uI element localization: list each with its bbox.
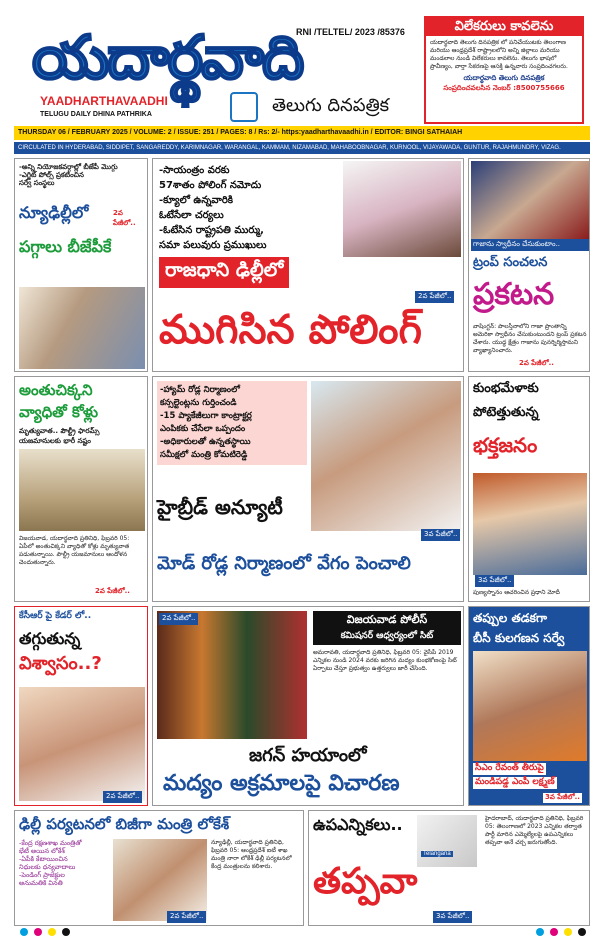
story-bullets	[19, 163, 118, 187]
bullet: ఓటేసేలా చర్యలు	[159, 210, 224, 221]
wanted-ad-body: యదార్థవాది తెలుగు దినపత్రిక లో పనిచేయుటకు తెలంగాణ మరియు ఆంధ్రప్రదేశ్ రాష్ట్రాలలోని అన్ని జిల్లాలు మరియు మండలాల నుండి విలేకరులు కావలెను. తెలుగు భాషలో ప్రావీణ్యం, వార్తా సేకరణపై ఆసక్తి ఉన్నవారు సంప్రదించగలరు.	[430, 39, 568, 70]
lokesh-rajnath-photo	[113, 839, 207, 921]
lokesh-bullets	[19, 839, 111, 887]
page-ref[interactable]: 2వ పేజీలో..	[167, 911, 206, 923]
bullet: -సాయంత్రం వరకు	[159, 165, 230, 176]
masthead-emblem-icon	[230, 92, 258, 122]
bc-head2: బీసీ కులగణన సర్వే	[473, 631, 565, 645]
bullet: -ఓటేసిన రాష్ట్రపతి ముర్ము,	[159, 225, 264, 236]
wanted-ad-phone: సంప్రదించవలసిన నెంబర్ :8500755666	[443, 84, 565, 92]
liquor-head2: మద్యం అక్రమాలపై విచారణ	[163, 771, 400, 796]
leaders-photo	[19, 287, 145, 369]
circulation-bar: CIRCULATED IN HYDERABAD, SIDDIPET, SANGAREDDY, KARIMNAGAR, WARANGAL, KAMMAM, NIZAMABAD, MAHABOOBNAGAR, KURNOOL, VIJAYAWADA, GUNTUR, RAJAHMUNDRY, VIZAG.	[14, 142, 590, 154]
story-kcr	[14, 606, 148, 806]
story-trump	[468, 158, 590, 372]
dateline-bar: THURSDAY 06 / FEBRUARY 2025 / VOLUME: 2 / ISSUE: 251 / PAGES: 8 / Rs: 2/- https:yaadharthavaadhi.in / EDITOR: BINGI SATHAIAH	[14, 126, 590, 140]
bullet: -హ్యామ్ రోడ్ల నిర్మాణంలో	[160, 385, 240, 395]
trump-headline1: ట్రంప్ సంచలన	[473, 255, 548, 270]
story-bc-survey	[468, 606, 590, 806]
lokesh-body: న్యూఢిల్లీ, యదార్థవాది ప్రతినిధి, ఫిబ్రవరి 05: ఆంధ్రప్రదేశ్ ఐటీ శాఖ మంత్రి నారా లోకేశ్ ఢిల్లీ పర్యటనలో కేంద్ర మంత్రులను కలిశారు.	[211, 839, 292, 870]
bullet: -ఏపీకి కేటాయించిన	[19, 855, 68, 863]
trump-caption: గాజాను స్వాధీనం చేసుకుంటాం..	[471, 239, 589, 251]
page-ref[interactable]: 2వ పేజీలో..	[103, 791, 142, 803]
bullet: -15 ప్యాకేజీలుగా కాంట్రాక్టర్ల	[160, 411, 252, 421]
story-delhi-bjp	[14, 158, 148, 372]
bc-head1: తప్పుల తడకగా	[473, 611, 547, 625]
lead-story-polling	[152, 158, 464, 372]
kumbh-caption: పుణ్యస్నానం ఆచరించిన ప్రధాని మోదీ	[473, 589, 560, 596]
headline-line1: న్యూఢిల్లీలో	[19, 203, 89, 222]
lokesh-headline: ఢిల్లీ పర్యటనలో బిజీగా మంత్రి లోకేశ్	[19, 815, 230, 833]
story-bird-flu	[14, 376, 148, 602]
headline-line2: పగ్గాలు బీజేపీకే	[19, 237, 112, 256]
registration-mark-icon	[34, 928, 42, 936]
registration-mark-icon	[20, 928, 28, 936]
kcr-head2: విశ్వాసం..?	[19, 653, 102, 674]
masthead-tagline: తెలుగు దినపత్రిక	[272, 95, 390, 116]
bird-flu-head1: అంతుచిక్కని	[19, 381, 93, 399]
story-hybrid-annuity	[152, 376, 464, 602]
bird-flu-sub1: మృత్యువాత.. పౌల్ట్రీ ఫారమ్స్	[19, 427, 100, 435]
byelection-headline: తప్పవా	[313, 861, 418, 902]
registration-mark-icon	[550, 928, 558, 936]
byelection-kicker: ఉపఎన్నికలు..	[313, 815, 403, 834]
bc-caption1: సీఎం రేవంత్ తీరుపై	[475, 763, 544, 773]
bullet: -పెండింగ్ ప్రాజెక్టుల	[19, 871, 65, 879]
masthead-roman-subtitle: TELUGU DAILY DHINA PATHRIKA	[40, 111, 152, 118]
bullet: అనుమతికి వినతి	[19, 879, 63, 887]
bird-flu-sub2: యజమానులకు భారీ నష్టం	[19, 437, 91, 445]
reporters-wanted-ad	[424, 16, 584, 124]
bird-flu-body: విజయవాడ, యదార్థవాది ప్రతినిధి, ఫిబ్రవరి 05: ఏపీలో అంతుచిక్కని వ్యాధితో కోళ్లు మృత్యువాత పడుతున్నాయి. పౌల్ట్రీ యజమానులు ఆందోళన చెందుతున్నారు.	[19, 535, 130, 566]
wanted-ad-header: విలేకరులు కావలెను	[426, 18, 582, 36]
bullet: -కేంద్ర రక్షణశాఖ మంత్రితో	[19, 839, 82, 847]
byelection-label: Telangana	[423, 851, 451, 857]
hybrid-bullets	[157, 381, 307, 465]
modi-photo	[473, 473, 587, 575]
registration-mark-icon	[48, 928, 56, 936]
kumbh-head1: కుంభమేళాకు	[473, 381, 539, 396]
masthead-roman-title: YAADHARTHAVAADHI	[40, 94, 168, 108]
kcr-kicker: కేసీఆర్ పై కేడర్ లో..	[19, 611, 92, 621]
kcr-head1: తగ్గుతున్న	[19, 629, 81, 648]
bc-caption2: మండిపడ్డ ఎంపీ లక్ష్మణ్	[475, 777, 555, 787]
masthead-title: యదార్థవాది	[32, 23, 303, 93]
poultry-farm-photo	[19, 449, 145, 531]
trump-photo	[471, 161, 589, 239]
liquor-kicker: విజయవాడ పోలీస్	[313, 611, 461, 631]
bullet: సమీక్షలో మంత్రి కోమటిరెడ్డి	[160, 450, 248, 460]
page-ref[interactable]: 3వ పేజీలో..	[421, 529, 460, 541]
liquor-bottles-photo	[157, 611, 307, 739]
minister-komatireddy-photo	[311, 381, 461, 531]
bullet: ఎంపికకు చేసేలా ఒప్పందం	[160, 424, 246, 434]
president-photo	[343, 161, 461, 257]
kumbh-head2: పోటెత్తుతున్న	[473, 405, 539, 420]
bullet: భేటీ అయిన లోకేశ్	[19, 847, 65, 855]
bullet: కన్సల్టెంట్లను గుర్తించండి	[160, 398, 237, 408]
page-ref[interactable]: 3వ పేజీలో..	[433, 911, 472, 923]
ballot-graphic	[417, 815, 477, 867]
story-kumbh-mela	[468, 376, 590, 602]
rni-number: RNI /TELTEL/ 2023 /85376	[296, 27, 405, 37]
bird-flu-head2: వ్యాధితో కోళ్లు	[19, 403, 98, 421]
hybrid-kicker: హైబ్రీడ్ అన్యూటీ	[157, 495, 283, 519]
liquor-head1: జగన్ హయాంలో	[249, 745, 367, 766]
bullet: -ఎగ్జిట్ పోల్స్ ప్రకటించిన	[19, 171, 84, 179]
bullet: 57శాతం పోలింగ్ నమోదు	[159, 180, 262, 191]
kcr-photo	[19, 687, 145, 801]
bullet: నిధులకు ధన్యవాదాలు	[19, 863, 76, 871]
liquor-kicker2: కమిషనర్ ఆధ్వర్యంలో సిట్	[313, 629, 461, 645]
trump-headline2: ప్రకటన	[473, 277, 555, 312]
bullet: సమా పలువురు ప్రముఖులు	[159, 240, 267, 251]
story-by-elections	[308, 810, 590, 926]
registration-mark-icon	[578, 928, 586, 936]
bullet: -క్యూలో ఉన్నవారికి	[159, 195, 234, 206]
registration-mark-icon	[564, 928, 572, 936]
page-ref[interactable]: 2వ పేజీలో..	[159, 613, 198, 625]
story-lokesh-delhi	[14, 810, 304, 926]
registration-mark-icon	[62, 928, 70, 936]
lead-bullets	[159, 163, 267, 253]
page-ref[interactable]: 2వ పేజీలో..	[113, 209, 136, 227]
mp-laxman-photo	[473, 651, 587, 761]
wanted-ad-footer: యదార్థవాది తెలుగు దినపత్రిక	[463, 74, 545, 82]
story-liquor-probe	[152, 606, 464, 806]
page-ref[interactable]: 3వ పేజీలో..	[545, 793, 580, 801]
trump-body: వాషింగ్టన్: పాలస్తీనాలోని గాజా ప్రాంతాన్ని అమెరికా స్వాధీనం చేసుకుంటుందని ట్రంప్ ప్రకటన చేశారు. యుద్ధ క్షేత్రం గాజాను పునర్నిర్మిస్తామని వ్యాఖ్యానించారు.	[473, 323, 587, 354]
liquor-body: అమరావతి, యదార్థవాది ప్రతినిధి, ఫిబ్రవరి 05: వైసీపీ 2019 ఎన్నికల నుండి 2024 వరకు జరిగిన మద్యం కుంభకోణంపై సిట్ ఏర్పాటు చేస్తూ ప్రభుత్వం ఉత్తర్వులు జారీ చేసింది.	[313, 649, 457, 672]
bullet: -అధికారులతో ఉన్నతస్థాయి	[160, 437, 251, 447]
bullet: సర్వే సంస్థలు	[19, 179, 55, 187]
page-ref[interactable]: 3వ పేజీలో..	[475, 575, 514, 587]
lead-kicker: రాజధాని ఢిల్లీలో	[159, 257, 289, 288]
bullet: -అన్ని నియోజకవర్గాల్లో బీజేపీ మెుగ్గు	[19, 163, 118, 171]
kumbh-head3: భక్తజనం	[473, 433, 538, 457]
page-ref[interactable]: 2వ పేజీలో..	[95, 587, 130, 595]
lead-headline: ముగిసిన పోలింగ్	[159, 307, 422, 353]
page-ref[interactable]: 2వ పేజీలో..	[415, 291, 454, 303]
hybrid-headline: మోడ్ రోడ్ల నిర్మాణంలో వేగం పెంచాలి	[157, 553, 411, 574]
registration-mark-icon	[536, 928, 544, 936]
page-ref[interactable]: 2వ పేజీలో..	[519, 359, 554, 367]
byelection-body: హైదరాబాద్, యదార్థవాది ప్రతినిధి, ఫిబ్రవరి 05: తెలంగాణలో 2023 ఎన్నికల తర్వాత పార్టీ మారిన ఎమ్మెల్యేలపై ఉపఎన్నికలు తప్పవా అనే చర్చ జరుగుతోంది.	[485, 815, 584, 846]
